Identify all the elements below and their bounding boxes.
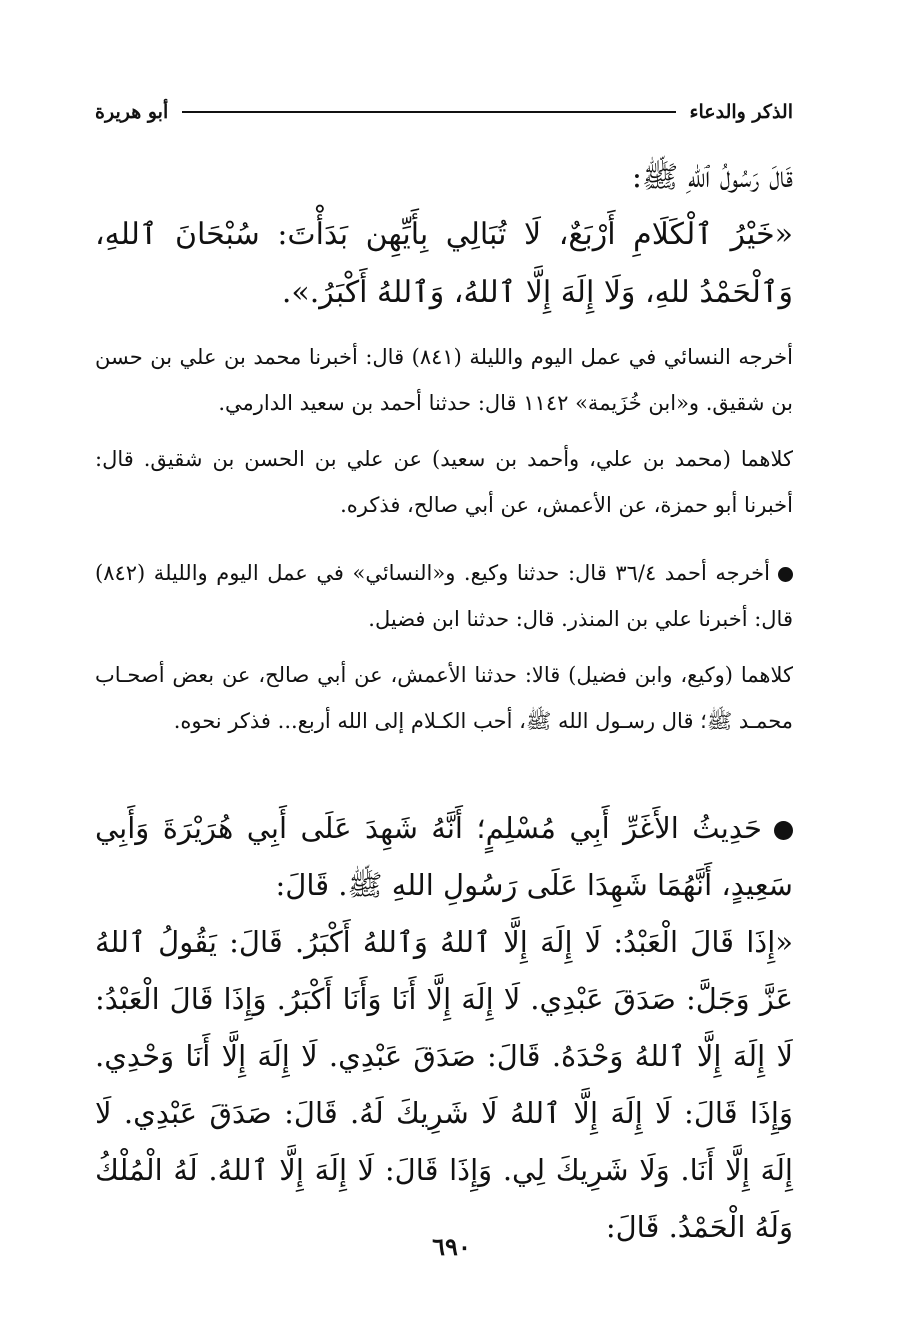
- commentary-paragraph-3: [95, 550, 793, 642]
- running-header: [95, 96, 793, 128]
- spacer: [95, 754, 793, 800]
- commentary-paragraph-1: أخرجه النسائي في عمل اليوم والليلة (٨٤١) قال: أخبرنا محمد بن علي بن حسن بن شقيق. و«ابن خُزَيمة» ١١٤٢ قال: حدثنا أحمد بن سعيد الدارمي.: [95, 345, 793, 415]
- header-rule: [182, 111, 675, 113]
- bullet-icon: [774, 821, 793, 840]
- commentary-paragraph-3-text: أخرجه أحمد ٣٦/٤ قال: حدثنا وكيع. و«النسائي» في عمل اليوم والليلة (٨٤٢) قال: أخبرنا علي بن المنذر. قال: حدثنا ابن فضيل.: [95, 561, 793, 631]
- hadith-one: [95, 150, 793, 322]
- hadith-two-text: «إِذَا قَالَ الْعَبْدُ: لَا إِلَهَ إِلَّا ٱللهُ وَٱللهُ أَكْبَرُ. قَالَ: يَقُولُ ٱللهُ عَزَّ وَجَلَّ: صَدَقَ عَبْدِي. لَا إِلَهَ إِلَّا أَنَا وَأَنَا أَكْبَرُ. وَإِذَا قَالَ الْعَبْدُ: لَا إِلَهَ إِلَّا ٱللهُ وَحْدَهُ. قَالَ: صَدَقَ عَبْدِي. لَا إِلَهَ إِلَّا أَنَا وَحْدِي. وَإِذَا قَالَ: لَا إِلَهَ إِلَّا ٱللهُ لَا شَرِيكَ لَهُ. قَالَ: صَدَقَ عَبْدِي. لَا إِلَهَ إِلَّا أَنَا. وَلَا شَرِيكَ لِي. وَإِذَا قَالَ: لَا إِلَهَ إِلَّا ٱللهُ. لَهُ الْمُلْكُ وَلَهُ الْحَمْدُ. قَالَ:: [95, 925, 793, 1244]
- bullet-icon: [778, 567, 793, 582]
- hadith-two-intro: [95, 800, 793, 914]
- hadith-one-text: «خَيْرُ ٱلْكَلَامِ أَرْبَعٌ، لَا تُبَالِي بِأَيِّهِن بَدَأْتَ: سُبْحَانَ ٱللهِ، وَٱلْحَمْدُ للهِ، وَلَا إِلَهَ إِلَّا ٱللهُ، وَٱللهُ أَكْبَرُ.».: [95, 217, 793, 310]
- spacer: [95, 538, 793, 550]
- commentary-paragraph-4: كلاهما (وكيع، وابن فضيل) قالا: حدثنا الأعمش، عن أبي صالح، عن بعض أصحـاب محمـد ﷺ؛ قال رسـول الله ﷺ، أحب الكـلام إلى الله أربع... فذكر نحوه.: [95, 663, 793, 733]
- chapter-title: الذكر والدعاء: [689, 101, 793, 123]
- hadith-two-intro-text: حَدِيثُ الأَغَرِّ أَبِي مُسْلِمٍ؛ أَنَّهُ شَهِدَ عَلَى أَبِي هُرَيْرَةَ وَأَبِي سَعِيدٍ، أَنَّهُمَا شَهِدَا عَلَى رَسُولِ اللهِ ﷺ. قَالَ:: [95, 811, 793, 902]
- commentary-paragraph-2: كلاهما (محمد بن علي، وأحمد بن سعيد) عن علي بن الحسن بن شقيق. قال: أخبرنا أبو حمزة، عن الأعمش، عن أبي صالح، فذكره.: [95, 447, 793, 517]
- page-number: ٦٩٠: [432, 1232, 471, 1261]
- hadith-one-intro: قَالَ رَسُولُ ٱللهِ ﷺ:: [631, 160, 793, 195]
- narrator-name: أبو هريرة: [95, 101, 169, 123]
- spacer: [95, 322, 793, 334]
